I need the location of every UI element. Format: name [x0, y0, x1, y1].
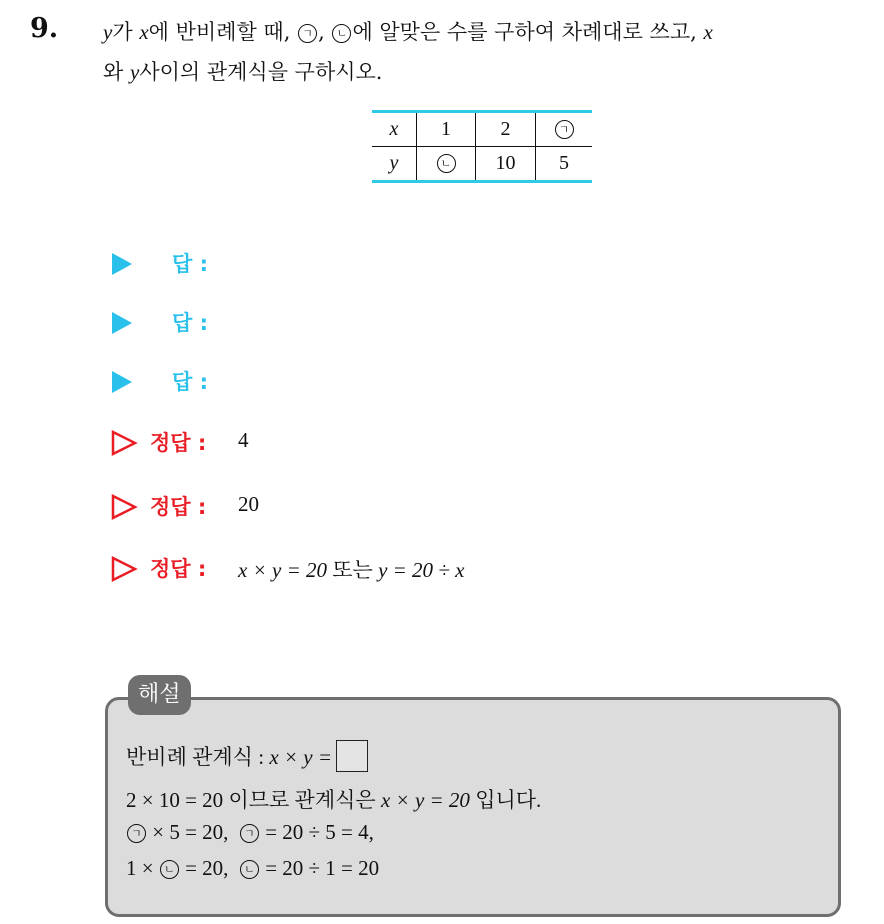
- q1-part2: 에 반비례할 때,: [148, 20, 291, 44]
- table-cell: 5: [536, 147, 593, 182]
- exp2-part2: 이므로 관계식은: [228, 788, 376, 812]
- exp1-expr: x × y =: [269, 745, 333, 769]
- q1-part1: 가: [112, 20, 133, 44]
- solution-label: 정답 :: [150, 495, 207, 519]
- table-cell: 10: [476, 147, 536, 182]
- exp4-part2: = 20,: [185, 856, 229, 880]
- solution-value: [238, 554, 464, 584]
- answer-label: 답 :: [172, 370, 208, 394]
- explanation-line-3: [126, 820, 374, 845]
- expr-1: x × y = 20: [238, 558, 327, 582]
- value-table: [372, 110, 592, 183]
- explanation-line-4: [126, 856, 379, 881]
- blank-box-icon: [336, 740, 368, 772]
- explanation-tag: 해설: [128, 675, 191, 715]
- connector-text: 또는: [332, 558, 373, 582]
- circle-mark-a-icon: ㄱ: [298, 24, 317, 43]
- answer-label: 답 :: [172, 311, 208, 335]
- outline-triangle-icon: [110, 493, 138, 521]
- q1-part3: 에 알맞은 수를 구하여 차례대로 쓰고,: [352, 20, 697, 44]
- play-triangle-icon: [112, 371, 132, 393]
- var-y-2: y: [129, 60, 140, 84]
- exp4-part3: = 20 ÷ 1 = 20: [265, 856, 380, 880]
- exp3-part1: × 5 = 20,: [152, 820, 229, 844]
- table-cell: x: [372, 112, 417, 147]
- expr-2: y = 20 ÷ x: [378, 558, 465, 582]
- exp3-part2: = 20 ÷ 5 = 4,: [265, 820, 374, 844]
- table-cell: [417, 147, 476, 182]
- var-x-end: x: [703, 20, 713, 44]
- var-x: x: [139, 20, 149, 44]
- outline-triangle-icon: [110, 429, 138, 457]
- table-row-x: [372, 112, 592, 147]
- table-cell: y: [372, 147, 417, 182]
- circle-mark-a-icon: ㄱ: [240, 824, 259, 843]
- question-number: 9.: [30, 13, 59, 44]
- circle-mark-a-icon: ㄱ: [555, 120, 574, 139]
- explanation-line-2: [126, 784, 541, 814]
- exp2-part4: 입니다.: [475, 788, 542, 812]
- table-row-y: [372, 147, 592, 182]
- circle-mark-a-icon: ㄱ: [127, 824, 146, 843]
- table-cell: 2: [476, 112, 536, 147]
- circle-mark-b-icon: ㄴ: [160, 860, 179, 879]
- explanation-line-1: [126, 740, 368, 772]
- exp2-part3: x × y = 20: [380, 788, 470, 812]
- solution-label: 정답 :: [150, 557, 207, 581]
- solution-label: 정답 :: [150, 431, 207, 455]
- q2-part2: 사이의 관계식을 구하시오.: [139, 60, 383, 84]
- exp1-text: 반비례 관계식 :: [126, 745, 265, 769]
- circle-mark-b-icon: ㄴ: [240, 860, 259, 879]
- solution-value: 20: [238, 492, 259, 516]
- solution-value: 4: [238, 428, 249, 452]
- question-text-line2: [103, 56, 382, 86]
- exp4-part1: 1 ×: [126, 856, 154, 880]
- answer-label: 답 :: [172, 252, 208, 276]
- var-y: y: [103, 20, 113, 44]
- circle-mark-b-icon: ㄴ: [437, 154, 456, 173]
- play-triangle-icon: [112, 312, 132, 334]
- table-cell: 1: [417, 112, 476, 147]
- exp2-part1: 2 × 10 = 20: [126, 788, 224, 812]
- play-triangle-icon: [112, 253, 132, 275]
- table-cell: [536, 112, 593, 147]
- q2-part1: 와: [103, 60, 124, 84]
- circle-mark-b-icon: ㄴ: [332, 24, 351, 43]
- outline-triangle-icon: [110, 555, 138, 583]
- question-text-line1: y가 x에 반비례할 때, ㄱ , ㄴ 에 알맞은 수를 구하여 차례대로 쓰고, x: [103, 20, 713, 44]
